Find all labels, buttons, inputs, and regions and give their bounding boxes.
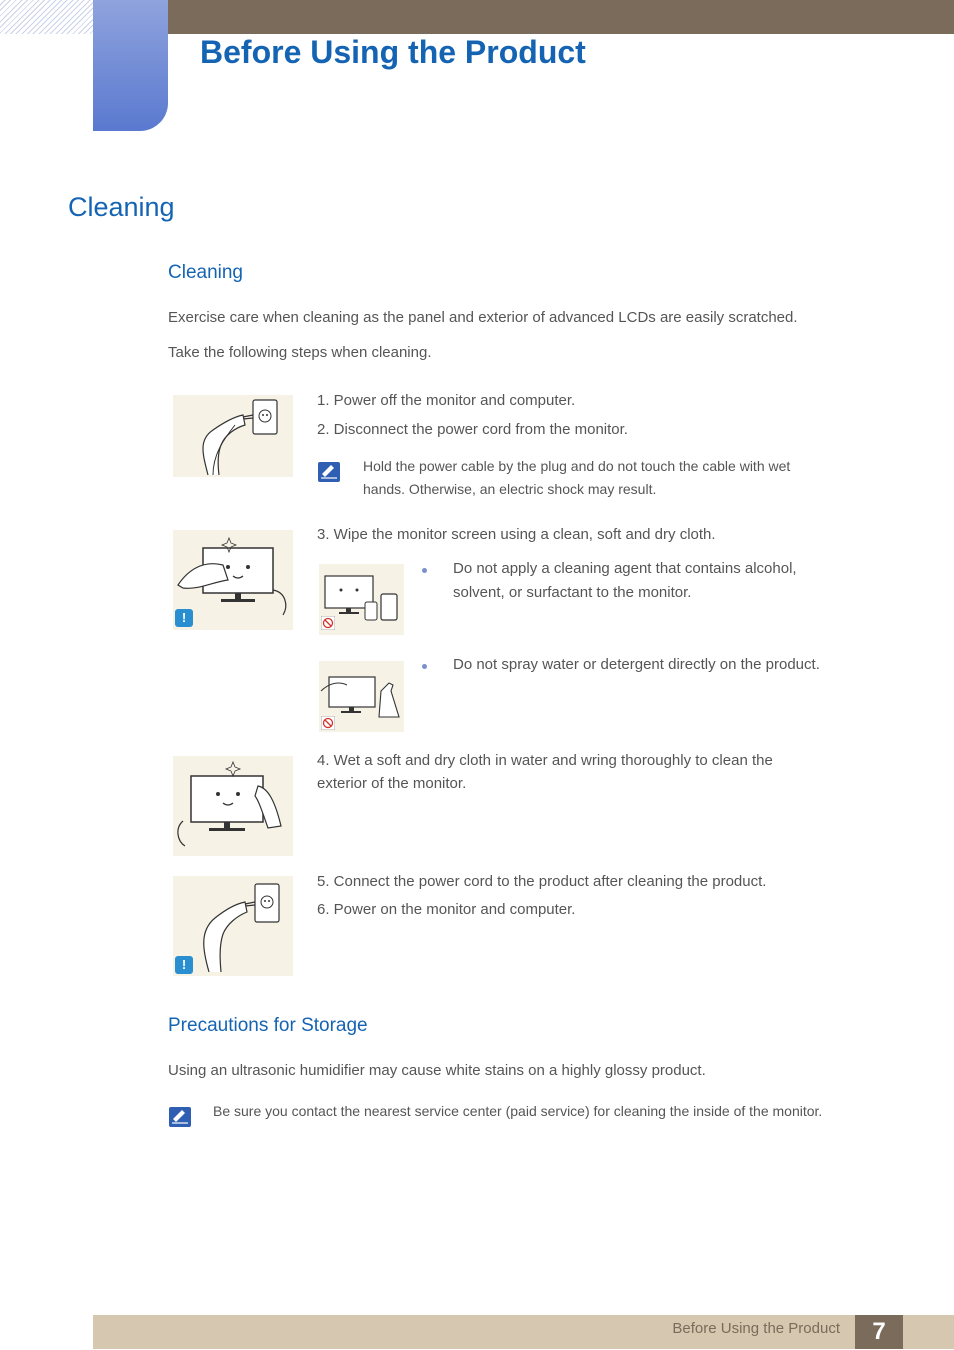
section-title: Cleaning <box>68 192 175 222</box>
step-6-text: 6. Power on the monitor and computer. <box>317 901 576 918</box>
note-1-line-1: Hold the power cable by the plug and do not touch the cable with wet <box>363 458 791 474</box>
step-4-line-2: exterior of the monitor. <box>317 775 467 792</box>
page-number: 7 <box>855 1315 903 1349</box>
step-2-text: 2. Disconnect the power cord from the monitor. <box>317 421 628 438</box>
bullet-1-line-1: Do not apply a cleaning agent that contains alcohol, <box>453 560 797 577</box>
chapter-tab <box>93 0 168 131</box>
prohibited-icon <box>321 716 335 730</box>
header-bar <box>168 0 954 34</box>
storage-text: Using an ultrasonic humidifier may cause white stains on a highly glossy product. <box>168 1062 706 1079</box>
step-1-text: 1. Power off the monitor and computer. <box>317 392 576 409</box>
subsection-title-storage: Precautions for Storage <box>168 1015 368 1036</box>
caution-icon: ! <box>175 956 193 974</box>
caution-icon: ! <box>175 609 193 627</box>
storage-note: Be sure you contact the nearest service center (paid service) for cleaning the inside of the monitor. <box>213 1103 823 1119</box>
wipe-exterior-illustration <box>173 756 293 856</box>
footer-label: Before Using the Product <box>672 1320 840 1337</box>
intro-text-1: Exercise care when cleaning as the panel and exterior of advanced LCDs are easily scratched. <box>168 309 798 326</box>
unplug-illustration <box>173 395 293 477</box>
note-1-line-2: hands. Otherwise, an electric shock may result. <box>363 481 657 497</box>
bullet-2-text: Do not spray water or detergent directly on the product. <box>453 656 820 673</box>
intro-text-2: Take the following steps when cleaning. <box>168 344 432 361</box>
subsection-title-cleaning: Cleaning <box>168 262 243 283</box>
note-icon <box>317 459 341 483</box>
step-3-text: 3. Wipe the monitor screen using a clean, soft and dry cloth. <box>317 526 716 543</box>
header-hatch-decoration <box>0 0 93 34</box>
bullet-icon <box>422 568 427 573</box>
bullet-1-line-2: solvent, or surfactant to the monitor. <box>453 584 692 601</box>
note-icon <box>168 1104 192 1128</box>
step-5-text: 5. Connect the power cord to the product after cleaning the product. <box>317 873 767 890</box>
chapter-title: Before Using the Product <box>200 34 586 70</box>
prohibited-icon <box>321 616 335 630</box>
bullet-icon <box>422 664 427 669</box>
step-4-line-1: 4. Wet a soft and dry cloth in water and wring thoroughly to clean the <box>317 752 773 769</box>
